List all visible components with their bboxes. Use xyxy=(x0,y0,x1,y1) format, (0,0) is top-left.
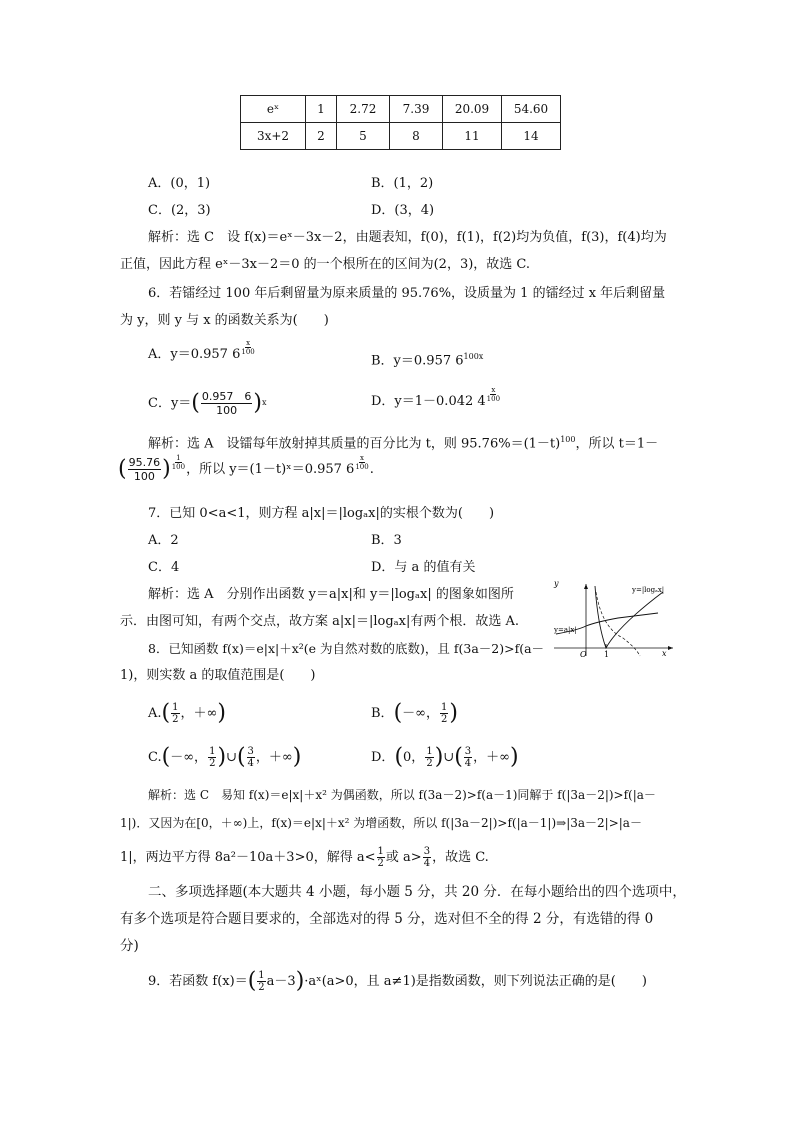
frac-den: 2 xyxy=(441,714,448,725)
table-row xyxy=(241,123,561,150)
exp-num: x xyxy=(491,386,496,394)
table-cell: 8 xyxy=(390,123,443,150)
q6-option-c-prefix: C．y＝ xyxy=(148,396,192,411)
opt-label: C. xyxy=(148,750,162,765)
q8-option-b: B．(－∞， $\frac{1}{2}$ ) xyxy=(371,700,458,726)
fraction-half xyxy=(440,702,448,725)
table-cell: 20.09 xyxy=(443,96,502,123)
q5-option-a: A．(0，1) xyxy=(148,176,211,191)
frac-den: 4 xyxy=(464,758,472,769)
exp-den: 100 xyxy=(241,348,255,356)
frac-num: 1 xyxy=(377,846,384,857)
exp-den: 100 xyxy=(486,395,501,403)
q5-option-b: B．(1，2) xyxy=(371,176,434,191)
opt-text: ，＋∞ xyxy=(473,750,510,765)
q6-option-a xyxy=(148,339,256,363)
union: ∪ xyxy=(226,750,237,765)
frac-num: 3 xyxy=(423,846,431,857)
graph-y-label: y xyxy=(554,579,559,588)
table-cell: 11 xyxy=(443,123,502,150)
table-cell: 1 xyxy=(306,96,337,123)
opt-text: －∞， xyxy=(402,706,439,721)
table-cell: 2.72 xyxy=(337,96,390,123)
q9-text: ·aˣ(a>0，且 a≠1)是指数函数，则下列说法正确的是( ) xyxy=(304,974,647,989)
fraction-half xyxy=(257,970,265,993)
graph-curve1-label: y=|logₐx| xyxy=(632,586,665,594)
frac-den: 2 xyxy=(377,858,384,869)
q8-option-d: D．(0， $\frac{1}{2}$ )∪( $\frac{3}{4}$ ，＋∞) xyxy=(371,744,519,770)
graph-origin-label: O xyxy=(580,650,587,658)
table-cell: 2 xyxy=(306,123,337,150)
frac-den: 100 xyxy=(133,470,155,483)
q8-stem-line2: 1)，则实数 a 的取值范围是( ) xyxy=(120,668,316,683)
opt-text: 0， xyxy=(403,750,425,765)
q7-option-b: B．3 xyxy=(371,533,402,548)
value-table xyxy=(240,95,561,150)
frac-num: 1 xyxy=(258,970,265,981)
q9-stem: 9．若函数 f(x)＝( $\frac{1}{2}$ a－3)·aˣ(a>0，且 a≠1)是指数函数，则下列说法正确的是( ) xyxy=(148,968,647,994)
table-cell: 7.39 xyxy=(390,96,443,123)
sol-text: ，故选 C. xyxy=(432,850,489,865)
q6-option-d xyxy=(371,386,501,410)
frac-num: 1 xyxy=(209,746,216,757)
q9-text: a－3 xyxy=(266,974,296,989)
fraction-half xyxy=(377,846,385,869)
q5-option-c: C．(2，3) xyxy=(148,203,211,218)
q6-option-b-text: B．y＝0.957 6 xyxy=(371,353,464,369)
q6-sol2-exponent xyxy=(172,454,185,471)
exp-num: 1 xyxy=(176,454,181,462)
q7-stem: 7．已知 0<a<1，则方程 a|x|＝|logₐx|的实根个数为( ) xyxy=(148,506,495,521)
fraction-half xyxy=(425,746,433,769)
exponent-fraction xyxy=(241,339,254,356)
table-row xyxy=(241,96,561,123)
q6-sol2-tail: ，所以 y＝(1－t)ˣ＝0.957 6 xyxy=(186,462,355,477)
frac-num: 1 xyxy=(426,746,433,757)
q6-solution-line1 xyxy=(148,432,658,452)
q5-option-d: D．(3，4) xyxy=(371,203,435,218)
frac-num: 3 xyxy=(464,746,472,757)
section2-line3: 分) xyxy=(120,938,139,954)
fraction-three-quarters xyxy=(464,746,472,769)
exp-den: 100 xyxy=(171,463,186,471)
q6-option-d-text: D．y＝1－0.042 4 xyxy=(371,394,486,409)
section2-line2: 有多个选项是符合题目要求的，全部选对的得 5 分，选对但不全的得 2 分，有选错的得 0 xyxy=(120,911,654,927)
exponent-fraction xyxy=(487,386,500,403)
graph-one-label: 1 xyxy=(604,650,610,658)
frac-num: 95.76 xyxy=(128,456,161,469)
graph-x-label: x xyxy=(662,649,667,658)
q5-solution-line1: 解析：选 C 设 f(x)＝eˣ－3x－2，由题表知，f(0)，f(1)，f(2)均为负值，f(3)，f(4)均为 xyxy=(148,230,667,245)
fraction-three-quarters xyxy=(247,746,255,769)
x-axis-arrow xyxy=(668,646,673,650)
q6-option-c-exponent: x xyxy=(261,398,267,407)
y-axis-arrow xyxy=(584,584,588,589)
q7-option-a: A．2 xyxy=(148,533,179,548)
fraction-three-quarters xyxy=(423,846,431,869)
table-cell: 3x+2 xyxy=(241,123,306,150)
curve-log-dashed xyxy=(596,592,640,656)
table-cell: 5 xyxy=(337,123,390,150)
q6-option-b xyxy=(371,349,483,369)
q5-solution-line2: 正值，因此方程 eˣ－3x－2＝0 的一个根所在的区间为(2，3)，故选 C. xyxy=(120,257,531,272)
opt-label: B． xyxy=(371,706,394,721)
frac-den: 2 xyxy=(258,982,265,993)
frac-den: 100 xyxy=(216,404,238,417)
frac-den: 4 xyxy=(247,758,254,769)
q6-sol1-exp: 100 xyxy=(560,435,576,444)
q6-option-c-fraction xyxy=(201,390,253,417)
q8-solution-line2: 1|)．又因为在[0，＋∞)上，f(x)＝e|x|＋x² 为增函数，所以 f(|3a－2|)>f(|a－1|)⇒|3a－2|>|a－ xyxy=(120,816,642,830)
q6-option-a-text: A．y＝0.957 6 xyxy=(148,347,241,362)
exp-num: x xyxy=(360,454,364,462)
fraction-half xyxy=(171,702,179,725)
q6-option-c: C．y＝( $\frac{0.957 6}{100}$ )$^x$ xyxy=(148,390,267,417)
exponent-fraction xyxy=(355,454,368,471)
table-cell: eˣ xyxy=(241,96,306,123)
frac-num: 1 xyxy=(172,702,179,713)
frac-num: 0.957 6 xyxy=(201,390,252,403)
frac-den: 2 xyxy=(172,714,179,725)
q6-option-b-exponent: 100x xyxy=(463,352,484,361)
opt-text: ，＋∞ xyxy=(180,706,218,721)
q6-sol2-fraction xyxy=(128,456,162,483)
q7-solution-line2: 示．由图可知，有两个交点，故方案 a|x|＝|logₐx|有两个根．故选 A. xyxy=(120,614,520,629)
opt-text: ，＋∞ xyxy=(255,750,293,765)
q7-option-d: D．与 a 的值有关 xyxy=(371,560,476,575)
q6-sol1-tail: ，所以 t＝1－ xyxy=(575,436,659,452)
union: ∪ xyxy=(443,750,455,765)
opt-text: －∞， xyxy=(170,750,208,765)
q7-solution-line1: 解析：选 A 分别作出函数 y＝a|x|和 y＝|logₐx| 的图象如图所 xyxy=(148,587,514,602)
sol-text: 1|，两边平方得 8a²－10a＋3>0，解得 a< xyxy=(120,850,376,865)
q7-graph xyxy=(548,578,678,658)
q8-stem-line1: 8．已知函数 f(x)＝e|x|＋x²(e 为自然对数的底数)，且 f(3a－2)>f(a－ xyxy=(148,641,545,656)
q8-option-c: C.(－∞， $\frac{1}{2}$ )∪( $\frac{3}{4}$ ，＋∞) xyxy=(148,744,302,770)
table-cell: 14 xyxy=(502,123,561,150)
frac-num: 1 xyxy=(441,702,448,713)
section2-line1: 二、多项选择题(本大题共 4 小题，每小题 5 分，共 20 分．在每小题给出的四个选项中， xyxy=(148,884,686,900)
exp-den: 100 xyxy=(355,463,369,471)
sol-text: 或 a> xyxy=(385,850,422,865)
fraction-half xyxy=(208,746,216,769)
frac-den: 2 xyxy=(426,758,433,769)
graph-curve2-label: y=a|x| xyxy=(554,626,577,634)
table-cell: 54.60 xyxy=(502,96,561,123)
q9-text: 9．若函数 f(x)＝ xyxy=(148,974,248,989)
frac-den: 4 xyxy=(423,858,431,869)
q7-option-c: C．4 xyxy=(148,560,180,575)
opt-label: D． xyxy=(371,750,395,765)
opt-label: A. xyxy=(148,706,162,721)
q6-sol1-text: 解析：选 A 设镭每年放射掉其质量的百分比为 t，则 95.76%＝(1－t) xyxy=(148,436,561,452)
frac-num: 3 xyxy=(247,746,254,757)
frac-den: 2 xyxy=(209,758,216,769)
q6-stem-line1: 6．若镭经过 100 年后剩留量为原来质量的 95.76%，设质量为 1 的镭经过 x 年后剩留量 xyxy=(148,286,666,301)
q8-option-a: A.( $\frac{1}{2}$ ，＋∞) xyxy=(148,700,226,726)
q8-solution-line1: 解析：选 C 易知 f(x)＝e|x|＋x² 为偶函数，所以 f(3a－2)>f(a－1)同解于 f(|3a－2|)>f(|a－ xyxy=(148,788,656,802)
q6-solution-line2: ( $\frac{95.76}{100}$ ) $\frac{1}{100}$ ，所以 y＝(1－t)ˣ＝0.957 6 $\frac{x}{100}$ . xyxy=(118,454,374,483)
q6-stem-line2: 为 y，则 y 与 x 的函数关系为( ) xyxy=(120,313,329,328)
q8-solution-line3 xyxy=(120,844,489,872)
exp-num: x xyxy=(246,339,251,347)
